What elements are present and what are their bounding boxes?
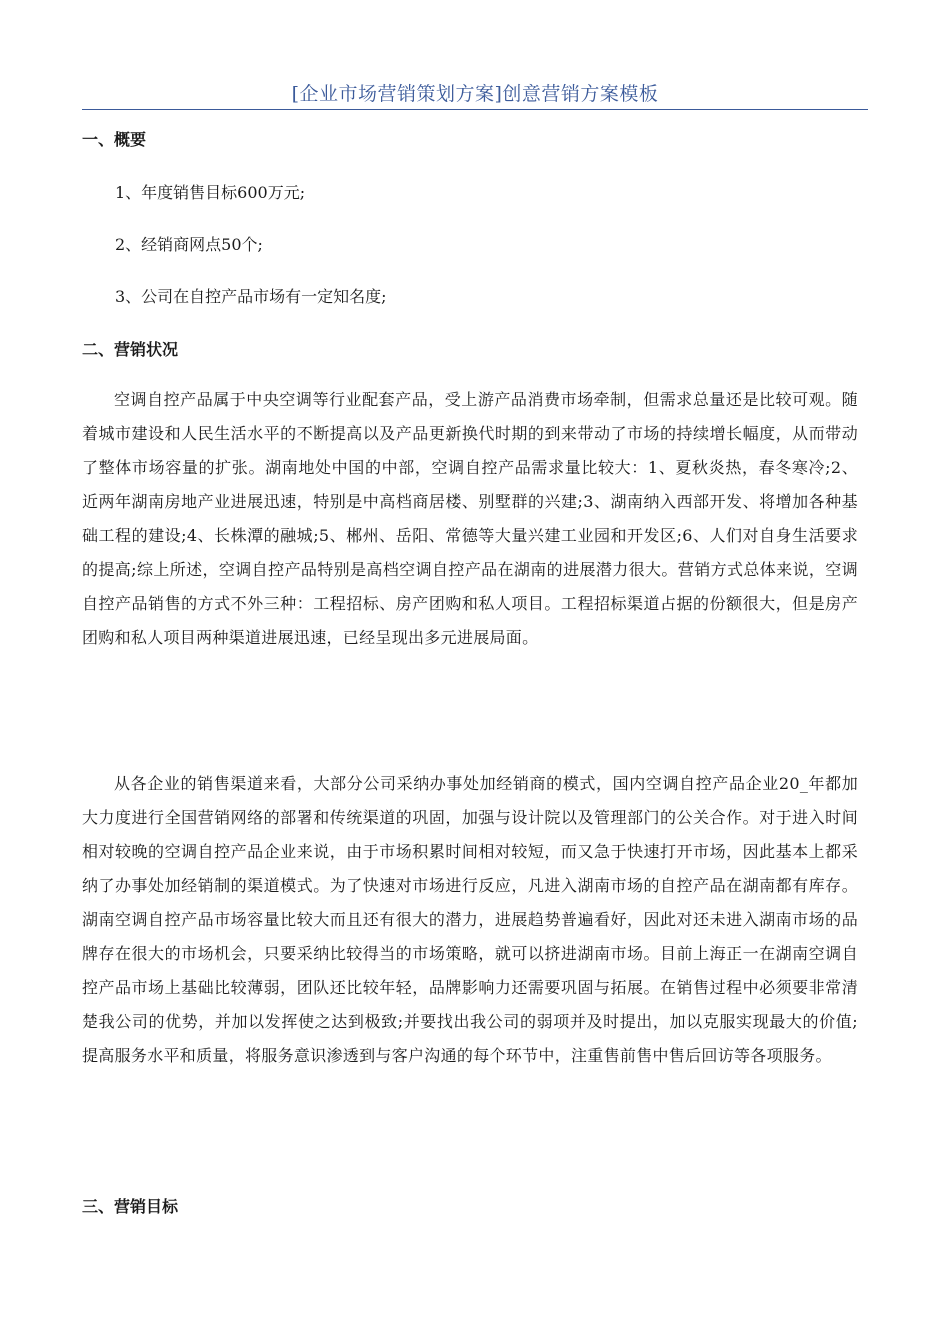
section-heading-overview: 一、概要 — [82, 130, 147, 149]
section-heading-status: 二、营销状况 — [82, 340, 179, 359]
section-heading-goals: 三、营销目标 — [82, 1197, 179, 1216]
overview-item: 2、经销商网点50个; — [115, 235, 263, 254]
overview-item: 3、公司在自控产品市场有一定知名度; — [115, 287, 387, 306]
status-paragraph: 空调自控产品属于中央空调等行业配套产品，受上游产品消费市场牵制，但需求总量还是比较可观。随着城市建设和人民生活水平的不断提高以及产品更新换代时期的到来带动了市场的持续增长幅度，从而带动了整体市场容量的扩张。湖南地处中国的中部，空调自控产品需求量比较大：1、夏秋炎热，春冬寒冷;2、近两年湖南房地产业进展迅速，特别是中高档商居楼、别墅群的兴建;3、湖南纳入西部开发、将增加各种基础工程的建设;4、长株潭的融城;5、郴州、岳阳、常德等大量兴建工业园和开发区;6、人们对自身生活要求的提高;综上所述，空调自控产品特别是高档空调自控产品在湖南的进展潜力很大。营销方式总体来说，空调自控产品销售的方式不外三种：工程招标、房产团购和私人项目。工程招标渠道占据的份额很大，但是房产团购和私人项目两种渠道进展迅速，已经呈现出多元进展局面。 — [82, 390, 858, 647]
title-underline — [82, 109, 868, 110]
status-paragraph: 从各企业的销售渠道来看，大部分公司采纳办事处加经销商的模式，国内空调自控产品企业20_年都加大力度进行全国营销网络的部署和传统渠道的巩固，加强与设计院以及管理部门的公关合作。对于进入时间相对较晚的空调自控产品企业来说，由于市场积累时间相对较短，而又急于快速打开市场，因此基本上都采纳了办事处加经销制的渠道模式。为了快速对市场进行反应，凡进入湖南市场的自控产品在湖南都有库存。湖南空调自控产品市场容量比较大而且还有很大的潜力，进展趋势普遍看好，因此对还未进入湖南市场的品牌存在很大的市场机会，只要采纳比较得当的市场策略，就可以挤进湖南市场。目前上海正一在湖南空调自控产品市场上基础比较薄弱，团队还比较年轻，品牌影响力还需要巩固与拓展。在销售过程中必须要非常清楚我公司的优势，并加以发挥使之达到极致;并要找出我公司的弱项并及时提出，加以克服实现最大的价值;提高服务水平和质量，将服务意识渗透到与客户沟通的每个环节中，注重售前售中售后回访等各项服务。 — [82, 774, 858, 1065]
document-title: [企业市场营销策划方案]创意营销方案模板 — [291, 83, 659, 105]
overview-item: 1、年度销售目标600万元; — [115, 183, 306, 202]
